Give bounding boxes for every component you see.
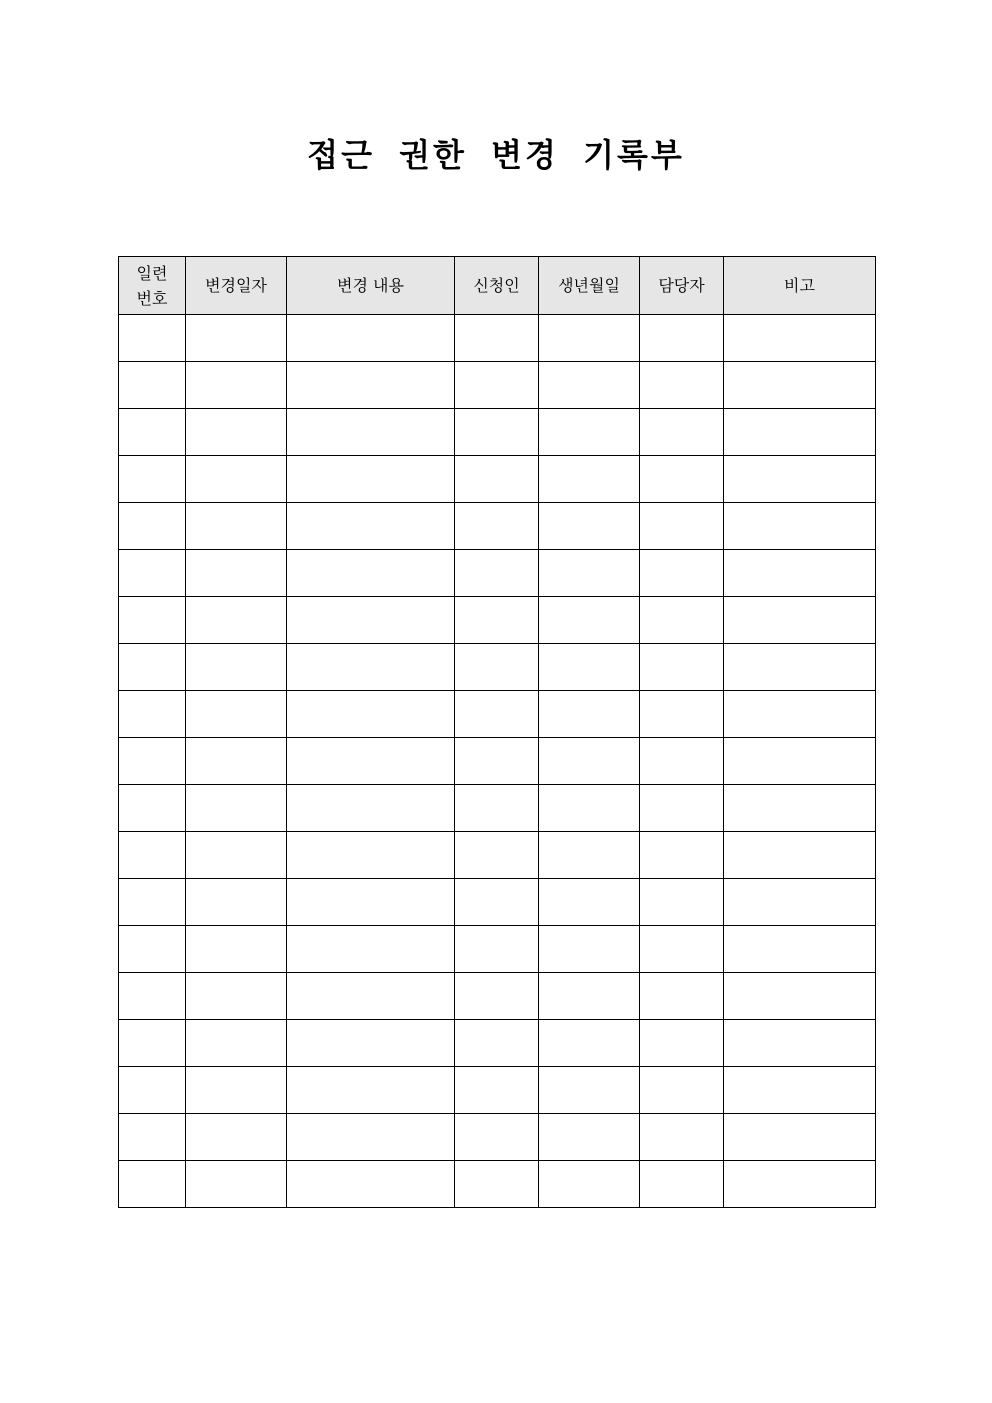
table-row [119,738,876,785]
cell-change-date [186,315,287,362]
cell-serial-number [119,1067,186,1114]
cell-birth-date [539,1114,640,1161]
table-row [119,1020,876,1067]
cell-birth-date [539,973,640,1020]
cell-change-content [287,738,455,785]
cell-remarks [724,879,876,926]
cell-serial-number [119,315,186,362]
cell-birth-date [539,926,640,973]
cell-serial-number [119,362,186,409]
cell-manager [640,1067,724,1114]
cell-manager [640,362,724,409]
cell-applicant [455,785,539,832]
cell-birth-date [539,832,640,879]
cell-remarks [724,315,876,362]
cell-change-date [186,738,287,785]
cell-change-content [287,362,455,409]
cell-change-content [287,785,455,832]
cell-applicant [455,832,539,879]
header-change-date: 변경일자 [186,257,287,315]
cell-serial-number [119,597,186,644]
cell-birth-date [539,503,640,550]
cell-serial-number [119,503,186,550]
cell-remarks [724,362,876,409]
cell-birth-date [539,1020,640,1067]
cell-applicant [455,973,539,1020]
cell-change-content [287,503,455,550]
cell-applicant [455,315,539,362]
cell-serial-number [119,691,186,738]
cell-change-date [186,644,287,691]
cell-applicant [455,503,539,550]
cell-change-content [287,597,455,644]
cell-remarks [724,1161,876,1208]
cell-applicant [455,644,539,691]
cell-remarks [724,550,876,597]
cell-applicant [455,879,539,926]
table-row [119,362,876,409]
cell-serial-number [119,1114,186,1161]
table-row [119,409,876,456]
cell-birth-date [539,315,640,362]
cell-change-date [186,597,287,644]
cell-change-content [287,550,455,597]
cell-manager [640,1020,724,1067]
cell-applicant [455,550,539,597]
cell-birth-date [539,409,640,456]
cell-change-date [186,1067,287,1114]
cell-manager [640,926,724,973]
cell-remarks [724,832,876,879]
cell-manager [640,738,724,785]
header-manager: 담당자 [640,257,724,315]
cell-remarks [724,503,876,550]
cell-applicant [455,409,539,456]
cell-applicant [455,691,539,738]
cell-change-date [186,926,287,973]
cell-manager [640,644,724,691]
cell-remarks [724,973,876,1020]
table-row [119,832,876,879]
cell-manager [640,1161,724,1208]
cell-serial-number [119,879,186,926]
header-applicant: 신청인 [455,257,539,315]
cell-applicant [455,926,539,973]
cell-birth-date [539,597,640,644]
table-row [119,973,876,1020]
table-row [119,1067,876,1114]
cell-applicant [455,1067,539,1114]
header-birth-date: 생년월일 [539,257,640,315]
cell-change-date [186,879,287,926]
cell-change-content [287,691,455,738]
cell-change-content [287,832,455,879]
cell-applicant [455,456,539,503]
cell-change-date [186,832,287,879]
cell-change-content [287,456,455,503]
cell-birth-date [539,1067,640,1114]
cell-change-content [287,973,455,1020]
cell-change-content [287,1020,455,1067]
cell-change-content [287,1161,455,1208]
cell-applicant [455,738,539,785]
cell-applicant [455,597,539,644]
cell-change-date [186,973,287,1020]
table-header-row [119,257,876,315]
cell-remarks [724,1067,876,1114]
table-row [119,879,876,926]
table-row [119,691,876,738]
cell-change-content [287,644,455,691]
cell-change-content [287,879,455,926]
table-row [119,785,876,832]
table-row [119,1114,876,1161]
cell-birth-date [539,785,640,832]
cell-remarks [724,456,876,503]
cell-remarks [724,926,876,973]
cell-manager [640,550,724,597]
cell-manager [640,879,724,926]
cell-manager [640,1114,724,1161]
cell-birth-date [539,456,640,503]
cell-birth-date [539,644,640,691]
cell-remarks [724,597,876,644]
table-row [119,550,876,597]
cell-change-content [287,409,455,456]
cell-manager [640,597,724,644]
cell-serial-number [119,785,186,832]
cell-applicant [455,1161,539,1208]
cell-applicant [455,1114,539,1161]
header-remarks: 비고 [724,257,876,315]
cell-manager [640,691,724,738]
header-serial-number-line2: 번호 [136,288,168,308]
cell-serial-number [119,456,186,503]
cell-remarks [724,785,876,832]
cell-remarks [724,691,876,738]
cell-serial-number [119,1161,186,1208]
cell-manager [640,832,724,879]
cell-remarks [724,644,876,691]
cell-birth-date [539,738,640,785]
cell-change-date [186,550,287,597]
table-row [119,597,876,644]
cell-change-date [186,691,287,738]
cell-manager [640,785,724,832]
table-row [119,1161,876,1208]
table-row [119,926,876,973]
cell-serial-number [119,926,186,973]
cell-serial-number [119,644,186,691]
cell-remarks [724,1114,876,1161]
header-serial-number [119,257,186,315]
cell-serial-number [119,409,186,456]
table-row [119,315,876,362]
cell-serial-number [119,738,186,785]
cell-change-date [186,362,287,409]
cell-manager [640,973,724,1020]
cell-change-date [186,1161,287,1208]
cell-change-content [287,1114,455,1161]
cell-change-content [287,1067,455,1114]
cell-birth-date [539,1161,640,1208]
page-title: 접근 권한 변경 기록부 [307,136,685,174]
cell-change-date [186,503,287,550]
cell-birth-date [539,362,640,409]
table-body [119,315,876,1208]
cell-manager [640,409,724,456]
cell-remarks [724,1020,876,1067]
cell-manager [640,503,724,550]
cell-birth-date [539,879,640,926]
cell-change-date [186,409,287,456]
header-serial-number-line1: 일련 [136,263,168,283]
cell-birth-date [539,550,640,597]
cell-applicant [455,1020,539,1067]
cell-change-date [186,1020,287,1067]
table-row [119,456,876,503]
cell-remarks [724,738,876,785]
cell-serial-number [119,1020,186,1067]
table-row [119,644,876,691]
cell-applicant [455,362,539,409]
header-change-content: 변경 내용 [287,257,455,315]
cell-birth-date [539,691,640,738]
cell-change-date [186,1114,287,1161]
access-change-log-table [118,256,876,1208]
cell-change-date [186,785,287,832]
cell-remarks [724,409,876,456]
cell-serial-number [119,973,186,1020]
cell-manager [640,315,724,362]
cell-change-content [287,315,455,362]
cell-manager [640,456,724,503]
table-row [119,503,876,550]
cell-serial-number [119,550,186,597]
cell-serial-number [119,832,186,879]
cell-change-date [186,456,287,503]
cell-change-content [287,926,455,973]
